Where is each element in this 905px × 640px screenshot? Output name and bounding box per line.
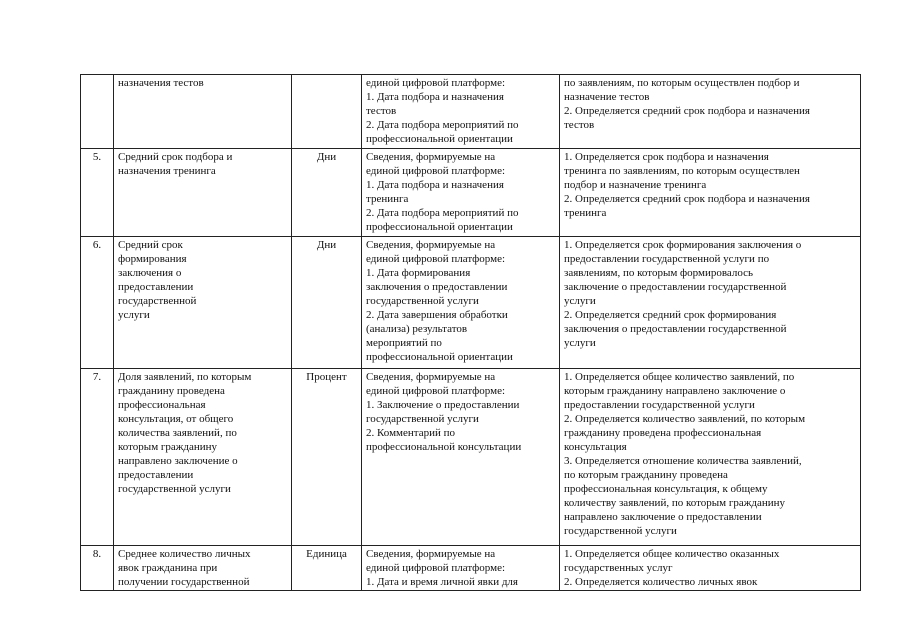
text-line: 2. Определяется средний срок формирования — [564, 309, 777, 321]
text-line: государственной услуги — [366, 295, 479, 307]
text-line: получении государственной — [118, 576, 250, 588]
text-line: государственной услуги — [118, 483, 231, 495]
text-line: направлено заключение о предоставлении — [564, 511, 762, 523]
text-line: назначения тренинга — [118, 165, 216, 177]
text-line: которым гражданину направлено заключение о — [564, 385, 786, 397]
table-row — [81, 75, 861, 149]
text-line: гражданину проведена профессиональная — [564, 427, 762, 439]
text-line: Сведения, формируемые на — [366, 239, 496, 251]
data-source-cell — [362, 546, 560, 591]
unit-cell: Процент — [292, 369, 362, 546]
unit-cell — [292, 75, 362, 149]
row-number-cell: 7. — [81, 369, 114, 546]
text-line: тренинга — [366, 193, 409, 205]
text-line: формирования — [118, 253, 187, 265]
text-line: тренинга — [564, 207, 607, 219]
unit-cell: Дни — [292, 237, 362, 369]
indicators-table-body — [81, 75, 861, 591]
text-line: услуги — [118, 309, 150, 321]
data-source-cell — [362, 237, 560, 369]
text-line: Сведения, формируемые на — [366, 548, 496, 560]
text-line: тренинга по заявлениям, по которым осуществлен — [564, 165, 800, 177]
data-source-cell — [362, 149, 560, 237]
text-line: заключение о предоставлении государственной — [564, 281, 787, 293]
row-number-cell — [81, 75, 114, 149]
text-line: профессиональной ориентации — [366, 221, 513, 233]
calculation-method-cell — [560, 75, 861, 149]
text-line: 2. Определяется средний срок подбора и назначения — [564, 105, 810, 117]
text-line: количества заявлений, по — [118, 427, 237, 439]
text-line: тестов — [366, 105, 397, 117]
text-line: (анализа) результатов — [366, 323, 468, 335]
text-line: заключения о предоставлении государственной — [564, 323, 787, 335]
text-line: Сведения, формируемые на — [366, 151, 496, 163]
data-source-cell — [362, 369, 560, 546]
text-line: единой цифровой платформе: — [366, 253, 506, 265]
text-line: явок гражданина при — [118, 562, 218, 574]
row-number-cell: 5. — [81, 149, 114, 237]
indicator-name-cell — [114, 546, 292, 591]
text-line: консультация — [564, 441, 627, 453]
text-line: единой цифровой платформе: — [366, 77, 506, 89]
unit-cell: Дни — [292, 149, 362, 237]
text-line: Сведения, формируемые на — [366, 371, 496, 383]
data-source-cell — [362, 75, 560, 149]
text-line: 2. Определяется средний срок подбора и назначения — [564, 193, 810, 205]
text-line: профессиональная — [118, 399, 206, 411]
text-line: 2. Определяется количество личных явок — [564, 576, 758, 588]
text-line: единой цифровой платформе: — [366, 165, 506, 177]
text-line: заявлениям, по которым формировалось — [564, 267, 754, 279]
text-line: предоставлении государственной услуги по — [564, 253, 770, 265]
text-line: 1. Дата подбора и назначения — [366, 179, 504, 191]
text-line: Среднее количество личных — [118, 548, 251, 560]
unit-cell: Единица — [292, 546, 362, 591]
text-line: мероприятий по — [366, 337, 442, 349]
text-line: по которым гражданину проведена — [564, 469, 728, 481]
text-line: назначения тестов — [118, 77, 204, 89]
text-line: предоставлении — [118, 469, 194, 481]
text-line: 2. Дата завершения обработки — [366, 309, 508, 321]
text-line: подбор и назначение тренинга — [564, 179, 707, 191]
text-line: 1. Определяется общее количество оказанных — [564, 548, 780, 560]
text-line: 1. Дата и время личной явки для — [366, 576, 518, 588]
indicator-name-cell — [114, 237, 292, 369]
calculation-method-cell — [560, 237, 861, 369]
text-line: направлено заключение о — [118, 455, 238, 467]
calculation-method-cell — [560, 369, 861, 546]
text-line: 1. Определяется общее количество заявлений, по — [564, 371, 795, 383]
table-row — [81, 369, 861, 546]
table-row — [81, 237, 861, 369]
calculation-method-cell — [560, 546, 861, 591]
text-line: профессиональной консультации — [366, 441, 522, 453]
text-line: заключения о — [118, 267, 182, 279]
text-line: 1. Дата формирования — [366, 267, 471, 279]
text-line: заключения о предоставлении — [366, 281, 508, 293]
text-line: 2. Дата подбора мероприятий по — [366, 119, 519, 131]
text-line: услуги — [564, 295, 596, 307]
text-line: 2. Дата подбора мероприятий по — [366, 207, 519, 219]
text-line: консультация, от общего — [118, 413, 234, 425]
text-line: количеству заявлений, по которым гражданину — [564, 497, 786, 509]
indicator-name-cell — [114, 149, 292, 237]
text-line: профессиональная консультация, к общему — [564, 483, 768, 495]
text-line: государственной услуги — [564, 525, 677, 537]
text-line: 1. Определяется срок формирования заключения о — [564, 239, 802, 251]
row-number-cell: 6. — [81, 237, 114, 369]
text-line: услуги — [564, 337, 596, 349]
text-line: 2. Определяется количество заявлений, по которым — [564, 413, 806, 425]
text-line: государственной услуги — [366, 413, 479, 425]
text-line: по заявлениям, по которым осуществлен подбор и — [564, 77, 800, 89]
text-line: предоставлении — [118, 281, 194, 293]
text-line: предоставлении государственной услуги — [564, 399, 755, 411]
text-line: тестов — [564, 119, 595, 131]
text-line: государственных услуг — [564, 562, 673, 574]
text-line: 2. Комментарий по — [366, 427, 456, 439]
text-line: 3. Определяется отношение количества заявлений, — [564, 455, 802, 467]
text-line: Доля заявлений, по которым — [118, 371, 252, 383]
text-line: назначение тестов — [564, 91, 650, 103]
table-row — [81, 546, 861, 591]
indicator-name-cell — [114, 75, 292, 149]
indicators-table — [80, 74, 861, 591]
text-line: Средний срок — [118, 239, 183, 251]
text-line: 1. Заключение о предоставлении — [366, 399, 520, 411]
text-line: единой цифровой платформе: — [366, 385, 506, 397]
indicator-name-cell — [114, 369, 292, 546]
calculation-method-cell — [560, 149, 861, 237]
text-line: гражданину проведена — [118, 385, 225, 397]
text-line: которым гражданину — [118, 441, 218, 453]
row-number-cell: 8. — [81, 546, 114, 591]
table-row — [81, 149, 861, 237]
text-line: 1. Определяется срок подбора и назначения — [564, 151, 769, 163]
text-line: Средний срок подбора и — [118, 151, 233, 163]
text-line: государственной — [118, 295, 197, 307]
text-line: единой цифровой платформе: — [366, 562, 506, 574]
text-line: профессиональной ориентации — [366, 351, 513, 363]
text-line: 1. Дата подбора и назначения — [366, 91, 504, 103]
text-line: профессиональной ориентации — [366, 133, 513, 145]
